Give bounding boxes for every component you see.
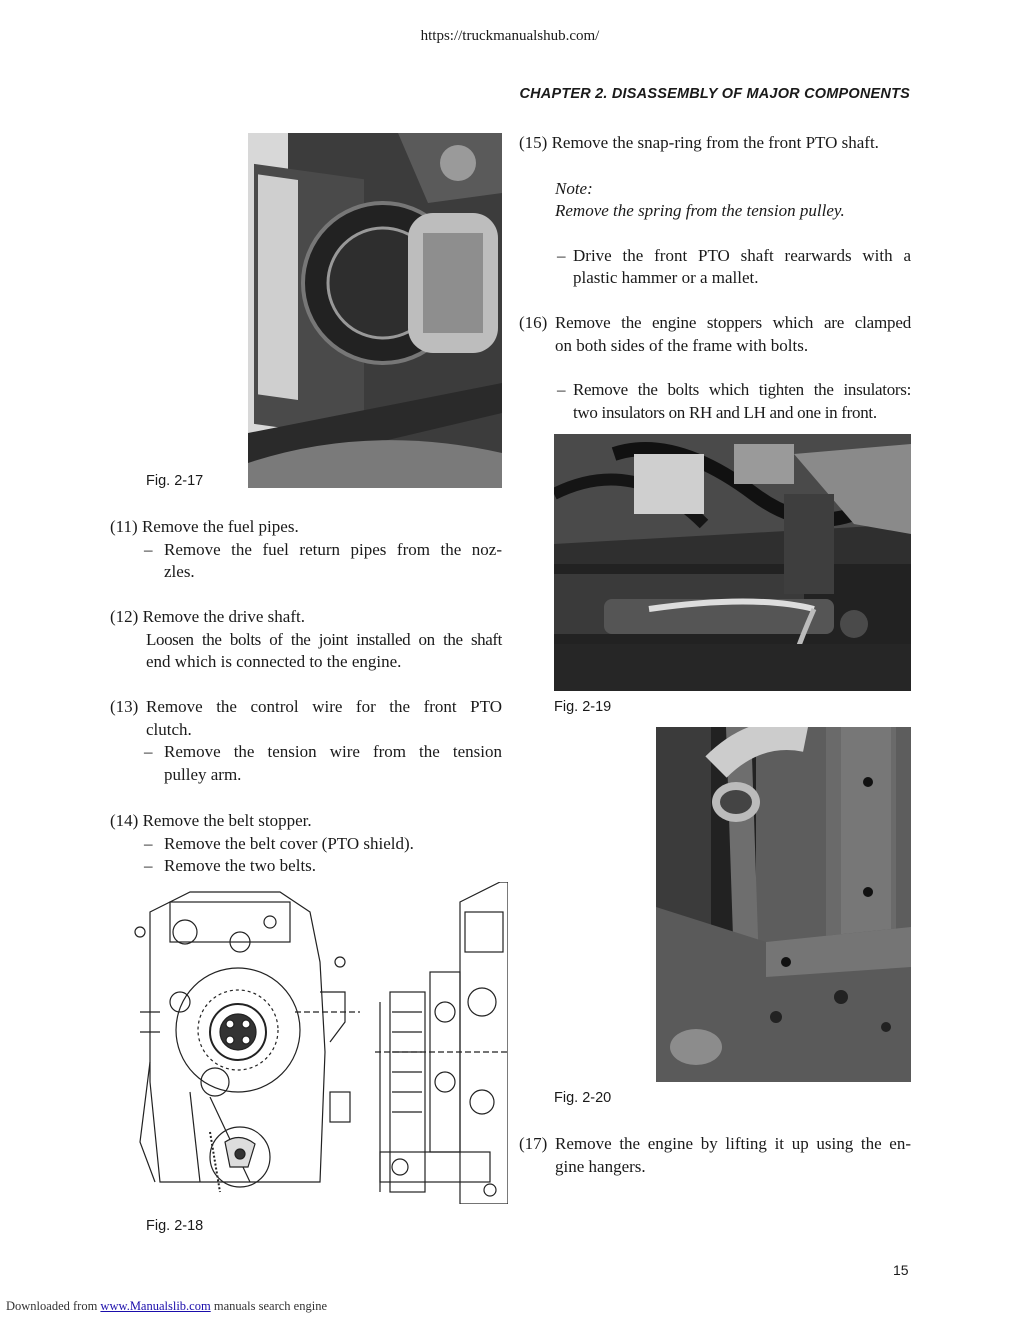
bullet-text: Remove the belt cover (PTO shield). <box>164 833 414 853</box>
bullet-text-cont: plastic hammer or a mallet. <box>573 268 759 287</box>
bullet-text-cont: zles. <box>164 562 195 581</box>
bullet-text: Remove the tension wire from the tension <box>164 742 502 761</box>
engine-line-drawing-art <box>130 882 508 1204</box>
step-number: (16) <box>519 313 548 332</box>
page-number: 15 <box>893 1262 909 1278</box>
figure-caption-2-18: Fig. 2-18 <box>146 1218 204 1234</box>
step-title: Remove the drive shaft. <box>142 607 305 626</box>
step-11 <box>110 516 502 584</box>
step-title: Remove the belt stopper. <box>142 811 312 830</box>
step-17 <box>519 1133 911 1178</box>
source-url: https://truckmanualshub.com/ <box>420 28 600 44</box>
bullet-dash: – <box>144 833 153 853</box>
frame-bracket-photo <box>656 727 911 1082</box>
footer-prefix: Downloaded from <box>6 1299 98 1313</box>
step-detail-cont: end which is connected to the engine. <box>146 652 402 671</box>
chapter-title: CHAPTER 2. DISASSEMBLY OF MAJOR COMPONENTS <box>519 86 910 102</box>
step-title: Remove the control wire for the front PTO <box>146 697 502 716</box>
step-title-cont: clutch. <box>146 719 192 739</box>
download-footer <box>6 1299 327 1314</box>
step-13 <box>110 696 502 786</box>
step-title: Remove the engine by lifting it up using the en- <box>555 1134 911 1153</box>
figure-caption-2-20: Fig. 2-20 <box>554 1090 612 1106</box>
step-title: Remove the engine stoppers which are clamped <box>555 313 911 332</box>
manualslib-link[interactable]: www.Manualslib.com <box>100 1299 211 1313</box>
bullet-text-cont: two insulators on RH and LH and one in front. <box>573 402 877 422</box>
step-number: (14) <box>110 811 139 830</box>
step-16 <box>519 312 911 424</box>
note-text: Remove the spring from the tension pulley. <box>555 201 845 220</box>
bullet-text: Remove the two belts. <box>164 856 317 875</box>
step-12 <box>110 606 502 674</box>
engine-mount-photo-art <box>554 434 911 691</box>
step-title: Remove the fuel pipes. <box>141 517 299 536</box>
step-number: (12) <box>110 607 139 626</box>
step-title-cont: on both sides of the frame with bolts. <box>555 335 809 355</box>
step-number: (11) <box>110 517 138 536</box>
bullet-dash: – <box>144 856 153 875</box>
engine-belt-photo <box>248 133 502 488</box>
bullet-text-cont: pulley arm. <box>164 764 242 784</box>
bullet-text: Remove the fuel return pipes from the noz- <box>164 539 502 559</box>
engine-belt-photo-art <box>248 133 502 488</box>
step-number: (15) <box>519 133 548 152</box>
step-title: Remove the snap-ring from the front PTO shaft. <box>551 133 879 152</box>
figure-caption-2-19: Fig. 2-19 <box>554 699 612 715</box>
step-15 <box>519 132 911 290</box>
step-title-cont: gine hangers. <box>555 1156 646 1176</box>
bullet-text: Drive the front PTO shaft rearwards with a <box>573 245 911 265</box>
bullet-dash: – <box>557 245 566 265</box>
footer-suffix: manuals search engine <box>213 1299 327 1313</box>
engine-mount-photo <box>554 434 911 691</box>
engine-line-drawing <box>130 882 508 1204</box>
frame-bracket-photo-art <box>656 727 911 1082</box>
bullet-dash: – <box>144 539 153 559</box>
step-detail: Loosen the bolts of the joint installed on the shaft <box>146 629 502 649</box>
bullet-dash: – <box>557 380 566 399</box>
note-label: Note: <box>555 178 593 198</box>
step-number: (17) <box>519 1134 548 1153</box>
bullet-dash: – <box>144 742 153 761</box>
figure-caption-2-17: Fig. 2-17 <box>146 473 204 489</box>
step-number: (13) <box>110 697 139 716</box>
bullet-text: Remove the bolts which tighten the insulators: <box>573 380 911 399</box>
step-14 <box>110 810 502 878</box>
